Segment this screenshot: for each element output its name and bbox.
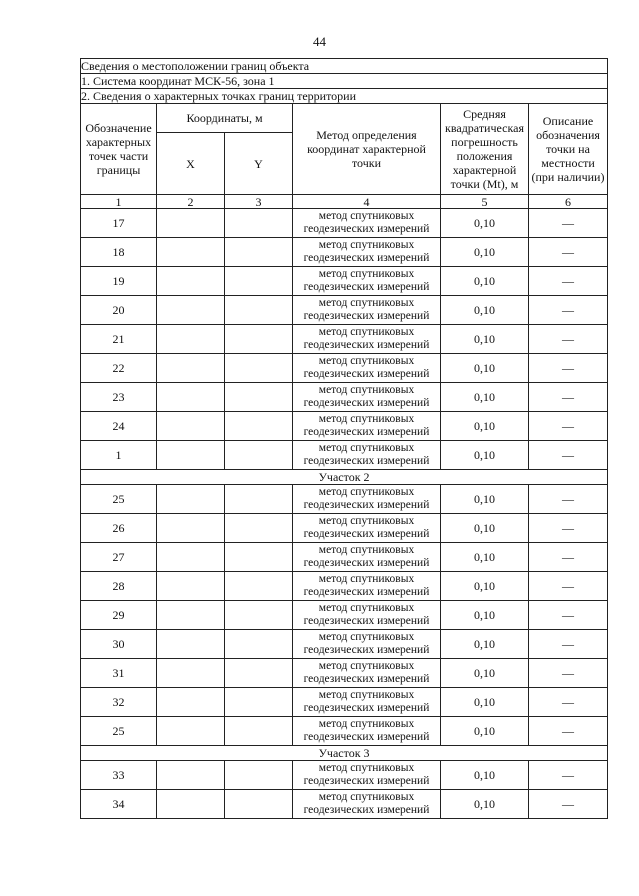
- y-coordinate-cell: [225, 441, 293, 470]
- point-id-cell: 20: [81, 296, 157, 325]
- point-id-cell: 25: [81, 717, 157, 746]
- table-row: [81, 514, 608, 543]
- page-number: 44: [313, 34, 326, 49]
- section-label: Участок 3: [81, 746, 608, 761]
- x-coordinate-cell: [157, 441, 225, 470]
- error-cell: 0,10: [441, 543, 529, 572]
- description-cell: —: [529, 790, 608, 819]
- point-id-cell: 22: [81, 354, 157, 383]
- x-coordinate-cell: [157, 688, 225, 717]
- description-cell: —: [529, 383, 608, 412]
- point-id-cell: 21: [81, 325, 157, 354]
- header-y: Y: [225, 133, 293, 195]
- description-cell: —: [529, 630, 608, 659]
- point-id-cell: 33: [81, 761, 157, 790]
- table-row: [81, 659, 608, 688]
- table-row: [81, 717, 608, 746]
- table-row: [81, 267, 608, 296]
- y-coordinate-cell: [225, 383, 293, 412]
- info-title: Сведения о местоположении границ объекта: [81, 59, 608, 74]
- error-cell: 0,10: [441, 630, 529, 659]
- description-cell: —: [529, 296, 608, 325]
- info-row-points-heading: [81, 89, 608, 104]
- point-id-cell: 34: [81, 790, 157, 819]
- table-row: [81, 441, 608, 470]
- x-coordinate-cell: [157, 485, 225, 514]
- description-cell: —: [529, 717, 608, 746]
- point-id-cell: 27: [81, 543, 157, 572]
- x-coordinate-cell: [157, 325, 225, 354]
- method-cell: метод спутниковых геодезических измерений: [293, 412, 441, 441]
- column-number: 3: [225, 195, 293, 209]
- method-cell: метод спутниковых геодезических измерений: [293, 630, 441, 659]
- table-row: [81, 790, 608, 819]
- table-row: [81, 485, 608, 514]
- point-id-cell: 18: [81, 238, 157, 267]
- table-row: [81, 238, 608, 267]
- table-row: [81, 412, 608, 441]
- method-cell: метод спутниковых геодезических измерений: [293, 514, 441, 543]
- description-cell: —: [529, 485, 608, 514]
- x-coordinate-cell: [157, 383, 225, 412]
- section-row: [81, 470, 608, 485]
- point-id-cell: 26: [81, 514, 157, 543]
- description-cell: —: [529, 325, 608, 354]
- header-designation: Обозначение характерных точек части границы: [81, 104, 157, 195]
- y-coordinate-cell: [225, 296, 293, 325]
- description-cell: —: [529, 659, 608, 688]
- info-row-title: [81, 59, 608, 74]
- method-cell: метод спутниковых геодезических измерений: [293, 267, 441, 296]
- point-id-cell: 32: [81, 688, 157, 717]
- point-id-cell: 17: [81, 209, 157, 238]
- point-id-cell: 28: [81, 572, 157, 601]
- description-cell: —: [529, 354, 608, 383]
- y-coordinate-cell: [225, 325, 293, 354]
- error-cell: 0,10: [441, 601, 529, 630]
- y-coordinate-cell: [225, 354, 293, 383]
- point-id-cell: 23: [81, 383, 157, 412]
- x-coordinate-cell: [157, 790, 225, 819]
- table-row: [81, 296, 608, 325]
- x-coordinate-cell: [157, 630, 225, 659]
- y-coordinate-cell: [225, 659, 293, 688]
- header-error: Средняя квадратическая погрешность положения характерной точки (Mt), м: [441, 104, 529, 195]
- section-label: Участок 2: [81, 470, 608, 485]
- point-id-cell: 29: [81, 601, 157, 630]
- error-cell: 0,10: [441, 412, 529, 441]
- error-cell: 0,10: [441, 790, 529, 819]
- column-number: 5: [441, 195, 529, 209]
- table-row: [81, 761, 608, 790]
- y-coordinate-cell: [225, 238, 293, 267]
- method-cell: метод спутниковых геодезических измерений: [293, 238, 441, 267]
- error-cell: 0,10: [441, 485, 529, 514]
- point-id-cell: 31: [81, 659, 157, 688]
- header-description: Описание обозначения точки на местности (при наличии): [529, 104, 608, 195]
- y-coordinate-cell: [225, 790, 293, 819]
- method-cell: метод спутниковых геодезических измерений: [293, 601, 441, 630]
- y-coordinate-cell: [225, 514, 293, 543]
- method-cell: метод спутниковых геодезических измерений: [293, 717, 441, 746]
- column-number: 6: [529, 195, 608, 209]
- description-cell: —: [529, 441, 608, 470]
- point-id-cell: 24: [81, 412, 157, 441]
- error-cell: 0,10: [441, 514, 529, 543]
- method-cell: метод спутниковых геодезических измерений: [293, 688, 441, 717]
- x-coordinate-cell: [157, 267, 225, 296]
- info-coordinate-system: 1. Система координат МСК-56, зона 1: [81, 74, 608, 89]
- x-coordinate-cell: [157, 412, 225, 441]
- table-row: [81, 383, 608, 412]
- x-coordinate-cell: [157, 601, 225, 630]
- y-coordinate-cell: [225, 267, 293, 296]
- point-id-cell: 1: [81, 441, 157, 470]
- x-coordinate-cell: [157, 354, 225, 383]
- y-coordinate-cell: [225, 761, 293, 790]
- x-coordinate-cell: [157, 296, 225, 325]
- table-row: [81, 688, 608, 717]
- error-cell: 0,10: [441, 325, 529, 354]
- y-coordinate-cell: [225, 717, 293, 746]
- method-cell: метод спутниковых геодезических измерений: [293, 790, 441, 819]
- method-cell: метод спутниковых геодезических измерений: [293, 325, 441, 354]
- column-number: 4: [293, 195, 441, 209]
- description-cell: —: [529, 601, 608, 630]
- point-id-cell: 19: [81, 267, 157, 296]
- point-id-cell: 25: [81, 485, 157, 514]
- error-cell: 0,10: [441, 441, 529, 470]
- table-row: [81, 209, 608, 238]
- error-cell: 0,10: [441, 659, 529, 688]
- table-row: [81, 325, 608, 354]
- point-id-cell: 30: [81, 630, 157, 659]
- method-cell: метод спутниковых геодезических измерений: [293, 659, 441, 688]
- error-cell: 0,10: [441, 383, 529, 412]
- boundary-points-table: [80, 58, 608, 819]
- error-cell: 0,10: [441, 209, 529, 238]
- method-cell: метод спутниковых геодезических измерений: [293, 383, 441, 412]
- column-number-row: [81, 195, 608, 209]
- info-row-coordinate-system: [81, 74, 608, 89]
- method-cell: метод спутниковых геодезических измерений: [293, 572, 441, 601]
- error-cell: 0,10: [441, 354, 529, 383]
- y-coordinate-cell: [225, 688, 293, 717]
- error-cell: 0,10: [441, 267, 529, 296]
- header-x: X: [157, 133, 225, 195]
- header-row-top: [81, 104, 608, 133]
- description-cell: —: [529, 514, 608, 543]
- y-coordinate-cell: [225, 412, 293, 441]
- error-cell: 0,10: [441, 572, 529, 601]
- y-coordinate-cell: [225, 630, 293, 659]
- x-coordinate-cell: [157, 514, 225, 543]
- description-cell: —: [529, 209, 608, 238]
- error-cell: 0,10: [441, 717, 529, 746]
- error-cell: 0,10: [441, 238, 529, 267]
- error-cell: 0,10: [441, 761, 529, 790]
- y-coordinate-cell: [225, 543, 293, 572]
- method-cell: метод спутниковых геодезических измерений: [293, 485, 441, 514]
- info-points-heading: 2. Сведения о характерных точках границ территории: [81, 89, 608, 104]
- table-row: [81, 354, 608, 383]
- table-row: [81, 601, 608, 630]
- method-cell: метод спутниковых геодезических измерений: [293, 441, 441, 470]
- description-cell: —: [529, 238, 608, 267]
- section-row: [81, 746, 608, 761]
- x-coordinate-cell: [157, 238, 225, 267]
- x-coordinate-cell: [157, 717, 225, 746]
- description-cell: —: [529, 688, 608, 717]
- table-row: [81, 572, 608, 601]
- method-cell: метод спутниковых геодезических измерений: [293, 296, 441, 325]
- method-cell: метод спутниковых геодезических измерений: [293, 543, 441, 572]
- method-cell: метод спутниковых геодезических измерений: [293, 209, 441, 238]
- y-coordinate-cell: [225, 485, 293, 514]
- description-cell: —: [529, 543, 608, 572]
- description-cell: —: [529, 412, 608, 441]
- table-row: [81, 630, 608, 659]
- x-coordinate-cell: [157, 761, 225, 790]
- method-cell: метод спутниковых геодезических измерений: [293, 761, 441, 790]
- x-coordinate-cell: [157, 543, 225, 572]
- description-cell: —: [529, 572, 608, 601]
- x-coordinate-cell: [157, 659, 225, 688]
- y-coordinate-cell: [225, 601, 293, 630]
- description-cell: —: [529, 267, 608, 296]
- x-coordinate-cell: [157, 209, 225, 238]
- header-coordinates: Координаты, м: [157, 104, 293, 133]
- table-row: [81, 543, 608, 572]
- header-method: Метод определения координат характерной точки: [293, 104, 441, 195]
- column-number: 1: [81, 195, 157, 209]
- y-coordinate-cell: [225, 209, 293, 238]
- column-number: 2: [157, 195, 225, 209]
- error-cell: 0,10: [441, 296, 529, 325]
- y-coordinate-cell: [225, 572, 293, 601]
- error-cell: 0,10: [441, 688, 529, 717]
- x-coordinate-cell: [157, 572, 225, 601]
- method-cell: метод спутниковых геодезических измерений: [293, 354, 441, 383]
- table-body: [81, 59, 608, 819]
- description-cell: —: [529, 761, 608, 790]
